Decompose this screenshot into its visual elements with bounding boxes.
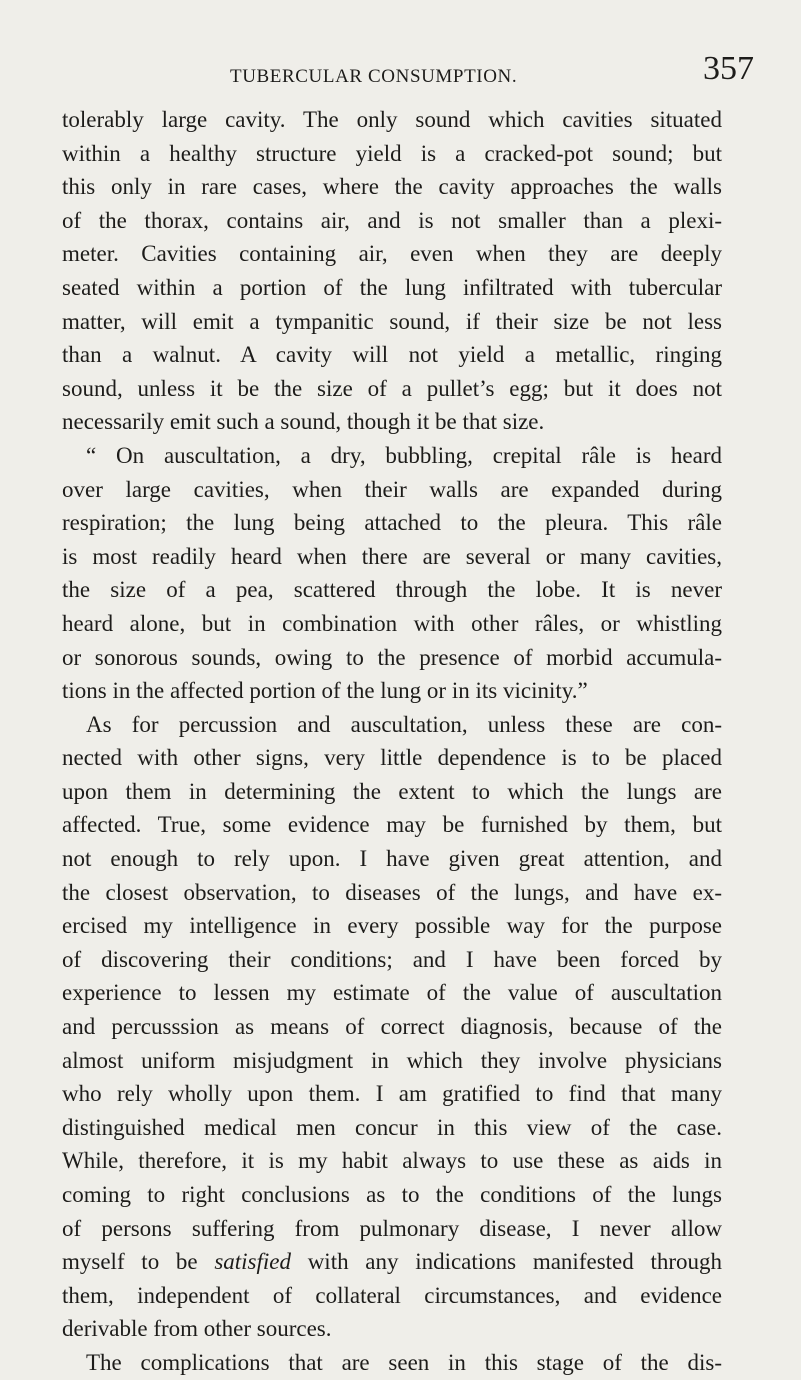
text-line: heard alone, but in combination with other râles, or whistling: [62, 610, 722, 636]
text-line: The complications that are seen in this stage of the dis-: [86, 1349, 722, 1375]
text-line: tions in the affected portion of the lung or in its vicinity.”: [62, 678, 588, 704]
page-number: 357: [703, 50, 754, 87]
text-line: As for percussion and auscultation, unless these are con-: [86, 711, 722, 737]
text-line: of discovering their conditions; and I have been forced by: [62, 946, 722, 972]
text-line: this only in rare cases, where the cavity approaches the walls: [62, 174, 722, 200]
text-line: “ On auscultation, a dry, bubbling, crepital râle is heard: [86, 442, 722, 468]
running-head: [62, 50, 754, 98]
text-line: affected. True, some evidence may be furnished by them, but: [62, 812, 722, 838]
text-line: myself to be satisfied with any indications manifested through: [62, 1249, 722, 1275]
running-title: TUBERCULAR CONSUMPTION.: [230, 66, 518, 87]
text-line: coming to right conclusions as to the conditions of the lungs: [62, 1182, 722, 1207]
text-line: meter. Cavities containing air, even when they are deeply: [62, 241, 722, 267]
text-line: matter, will emit a tympanitic sound, if their size be not less: [62, 308, 722, 334]
text-line: within a healthy structure yield is a cracked-pot sound; but: [62, 140, 722, 166]
text-line: upon them in determining the extent to which the lungs are: [62, 778, 722, 804]
body-text: [62, 103, 722, 1380]
text-line: necessarily emit such a sound, though it be that size.: [62, 409, 545, 435]
text-line: tolerably large cavity. The only sound which cavities situated: [62, 107, 722, 132]
text-line: and percusssion as means of correct diagnosis, because of the: [62, 1014, 722, 1040]
text-line: or sonorous sounds, owing to the presence of morbid accumula-: [62, 644, 722, 670]
text-line: of persons suffering from pulmonary disease, I never allow: [62, 1215, 722, 1241]
text-line: than a walnut. A cavity will not yield a metallic, ringing: [62, 342, 722, 368]
text-line: While, therefore, it is my habit always to use these as aids in: [62, 1148, 722, 1174]
text-line: distinguished medical men concur in this view of the case.: [62, 1114, 722, 1140]
text-line: respiration; the lung being attached to the pleura. This râle: [62, 510, 722, 536]
text-line: them, independent of collateral circumstances, and evidence: [62, 1282, 722, 1308]
text-line: seated within a portion of the lung infiltrated with tubercular: [62, 274, 722, 300]
text-line: of the thorax, contains air, and is not smaller than a plexi-: [62, 207, 722, 233]
text-line: derivable from other sources.: [62, 1316, 332, 1342]
text-line: the closest observation, to diseases of the lungs, and have ex-: [62, 879, 722, 905]
text-line: ercised my intelligence in every possible way for the purpose: [62, 913, 722, 939]
text-line: not enough to rely upon. I have given great attention, and: [62, 846, 722, 872]
italic-emphasis: satisfied: [214, 1249, 291, 1275]
text-line: sound, unless it be the size of a pullet’s egg; but it does not: [62, 375, 722, 401]
text-line: is most readily heard when there are several or many cavities,: [62, 543, 722, 569]
text-line: who rely wholly upon them. I am gratified to find that many: [62, 1081, 722, 1107]
text-line: over large cavities, when their walls are expanded during: [62, 476, 722, 502]
text-line: almost uniform misjudgment in which they involve physicians: [62, 1047, 722, 1073]
text-line: the size of a pea, scattered through the lobe. It is never: [62, 577, 722, 603]
text-line: nected with other signs, very little dependence is to be placed: [62, 745, 722, 771]
text-line: experience to lessen my estimate of the value of auscultation: [62, 980, 722, 1006]
